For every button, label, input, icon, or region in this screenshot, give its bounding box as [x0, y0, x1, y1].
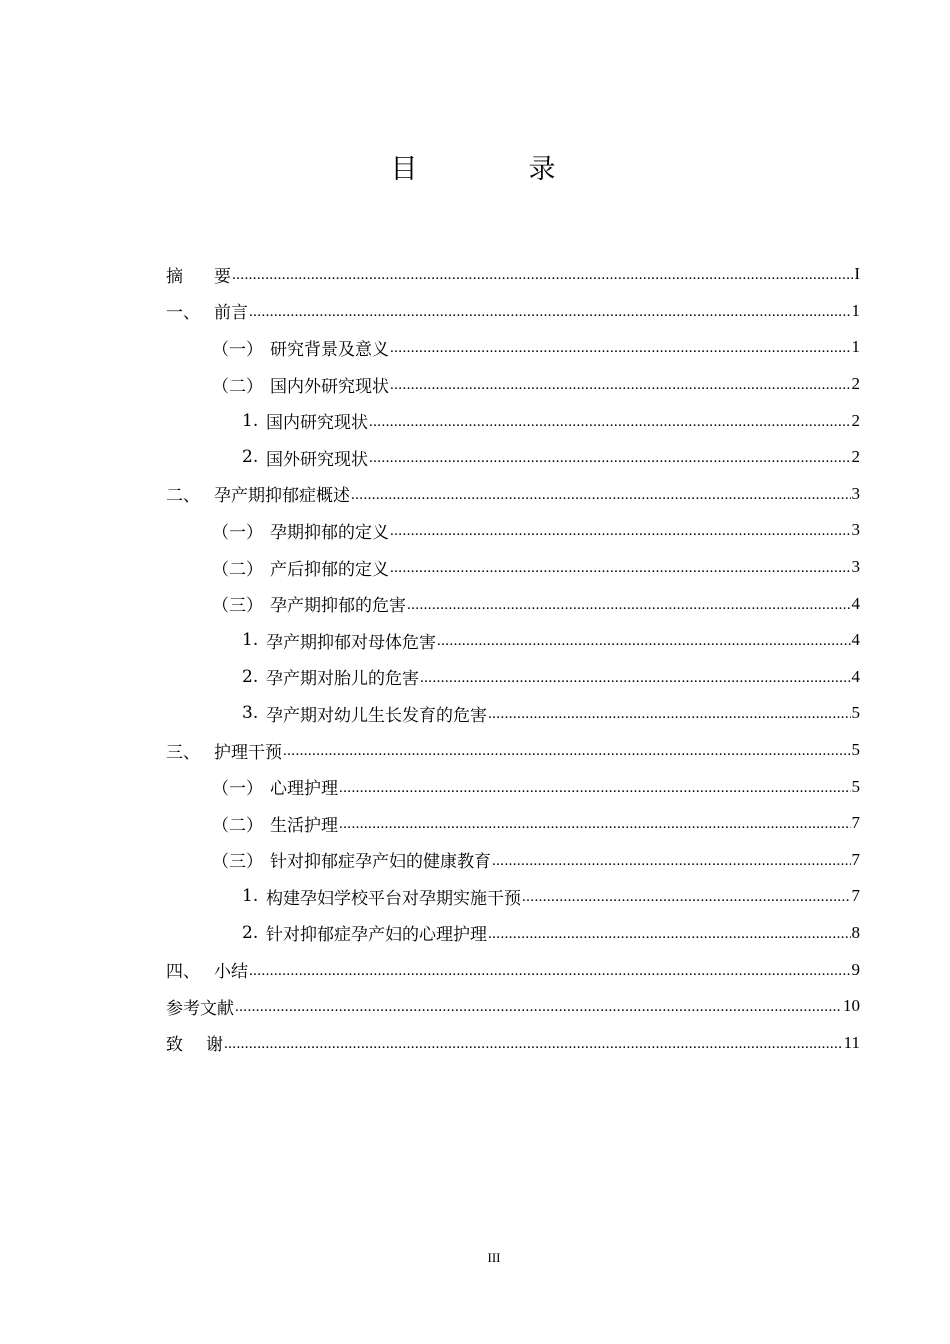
toc-leader-dots [339, 813, 851, 833]
toc-entry-label: 国内外研究现状 [270, 376, 389, 397]
toc-entry-number: 致 [166, 1035, 200, 1056]
toc-entry-page: I [854, 264, 860, 284]
table-of-contents [166, 256, 860, 1061]
toc-entry-page: 2 [851, 410, 860, 430]
toc-entry-page: 2 [851, 374, 860, 394]
toc-entry[interactable] [166, 732, 860, 769]
toc-entry-number: 一、 [166, 303, 200, 324]
toc-entry-page: 5 [851, 703, 860, 723]
toc-entry-label: 产后抑郁的定义 [270, 559, 389, 580]
toc-entry[interactable] [166, 512, 860, 549]
toc-entry-number: （一） [212, 779, 263, 800]
toc-leader-dots [235, 996, 842, 1016]
toc-leader-dots [492, 850, 851, 870]
toc-entry-label: 孕期抑郁的定义 [270, 522, 389, 543]
toc-entry-label: 针对抑郁症孕产妇的心理护理 [266, 925, 487, 946]
toc-entry-number: 二、 [166, 486, 200, 507]
toc-entry[interactable] [166, 402, 860, 439]
toc-entry[interactable] [166, 439, 860, 476]
toc-entry[interactable] [166, 549, 860, 586]
toc-entry-page: 11 [843, 1032, 860, 1052]
toc-entry-number: （二） [212, 376, 263, 397]
toc-entry-label: 针对抑郁症孕产妇的健康教育 [270, 852, 491, 873]
toc-leader-dots [390, 520, 851, 540]
toc-leader-dots [420, 667, 851, 687]
toc-entry-page: 2 [851, 447, 860, 467]
toc-entry-number: 四、 [166, 962, 200, 983]
toc-entry-number: 2. [242, 922, 259, 943]
toc-leader-dots [390, 557, 851, 577]
toc-leader-dots [390, 374, 851, 394]
toc-entry-label: 构建孕妇学校平台对孕期实施干预 [266, 888, 521, 909]
toc-entry-label: 孕产期对幼儿生长发育的危害 [266, 705, 487, 726]
toc-entry[interactable] [166, 988, 860, 1025]
toc-entry[interactable] [166, 842, 860, 879]
toc-entry-page: 9 [851, 959, 860, 979]
toc-entry[interactable] [166, 366, 860, 403]
toc-entry-number: 1. [242, 410, 259, 431]
toc-entry[interactable] [166, 585, 860, 622]
toc-leader-dots [339, 777, 851, 797]
toc-entry-page: 1 [851, 300, 860, 320]
toc-entry-label: 国内研究现状 [266, 413, 368, 434]
toc-entry[interactable] [166, 915, 860, 952]
toc-entry-label: 前言 [214, 303, 248, 324]
toc-entry-page: 3 [851, 483, 860, 503]
toc-entry-page: 4 [851, 630, 860, 650]
toc-entry-label: 谢 [206, 1035, 223, 1056]
toc-entry-page: 1 [851, 337, 860, 357]
toc-leader-dots [437, 630, 851, 650]
toc-entry-page: 7 [851, 813, 860, 833]
toc-entry[interactable] [166, 293, 860, 330]
toc-entry[interactable] [166, 1024, 860, 1061]
toc-entry-page: 4 [851, 666, 860, 686]
toc-entry-page: 5 [851, 740, 860, 760]
toc-entry-number: （二） [212, 559, 263, 580]
toc-entry-number: （一） [212, 339, 263, 360]
toc-leader-dots [232, 264, 853, 284]
toc-entry-page: 7 [851, 886, 860, 906]
toc-entry-label: 研究背景及意义 [270, 339, 389, 360]
toc-entry-page: 3 [851, 557, 860, 577]
toc-entry-label: 要 [214, 266, 231, 287]
toc-entry-number: 2. [242, 447, 259, 468]
toc-entry-label: 孕产期抑郁对母体危害 [266, 632, 436, 653]
toc-entry-number: 三、 [166, 742, 200, 763]
toc-entry-number: （二） [212, 815, 263, 836]
toc-entry-number: 3. [242, 703, 259, 724]
toc-entry-label: 护理干预 [214, 742, 282, 763]
toc-entry-number: 1. [242, 886, 259, 907]
toc-entry-page: 7 [851, 849, 860, 869]
toc-entry-number: （一） [212, 522, 263, 543]
toc-entry-page: 8 [851, 922, 860, 942]
toc-leader-dots [351, 484, 851, 504]
toc-leader-dots [249, 301, 851, 321]
toc-leader-dots [224, 1033, 843, 1053]
toc-entry[interactable] [166, 951, 860, 988]
toc-entry-label: 小结 [214, 962, 248, 983]
toc-entry-label: 国外研究现状 [266, 449, 368, 470]
toc-entry[interactable] [166, 878, 860, 915]
toc-leader-dots [249, 960, 851, 980]
toc-entry-page: 5 [851, 776, 860, 796]
toc-entry[interactable] [166, 256, 860, 293]
toc-entry[interactable] [166, 805, 860, 842]
toc-entry-page: 4 [851, 593, 860, 613]
page-number-footer: III [487, 1250, 501, 1265]
page-title: 目 录 [390, 154, 598, 185]
toc-leader-dots [488, 703, 851, 723]
toc-entry[interactable] [166, 695, 860, 732]
toc-entry-number: （三） [212, 596, 263, 617]
toc-entry-number: 2. [242, 666, 259, 687]
toc-entry-label: 孕产期抑郁症概述 [214, 486, 350, 507]
toc-entry-number: 1. [242, 630, 259, 651]
toc-entry[interactable] [166, 768, 860, 805]
toc-leader-dots [407, 594, 851, 614]
toc-entry[interactable] [166, 329, 860, 366]
toc-leader-dots [369, 447, 851, 467]
toc-leader-dots [488, 923, 851, 943]
toc-entry-label: 心理护理 [270, 779, 338, 800]
toc-entry-page: 3 [851, 520, 860, 540]
toc-entry[interactable] [166, 622, 860, 659]
toc-entry-label: 孕产期抑郁的危害 [270, 596, 406, 617]
toc-entry[interactable] [166, 659, 860, 696]
toc-leader-dots [283, 740, 851, 760]
toc-leader-dots [390, 337, 851, 357]
toc-entry-label: 参考文献 [166, 998, 234, 1019]
toc-entry-label: 孕产期对胎儿的危害 [266, 669, 419, 690]
toc-leader-dots [522, 886, 851, 906]
toc-entry-number: （三） [212, 852, 263, 873]
toc-entry-label: 生活护理 [270, 815, 338, 836]
toc-leader-dots [369, 411, 851, 431]
toc-entry[interactable] [166, 476, 860, 513]
toc-entry-number: 摘 [166, 266, 217, 287]
toc-entry-page: 10 [843, 996, 860, 1016]
